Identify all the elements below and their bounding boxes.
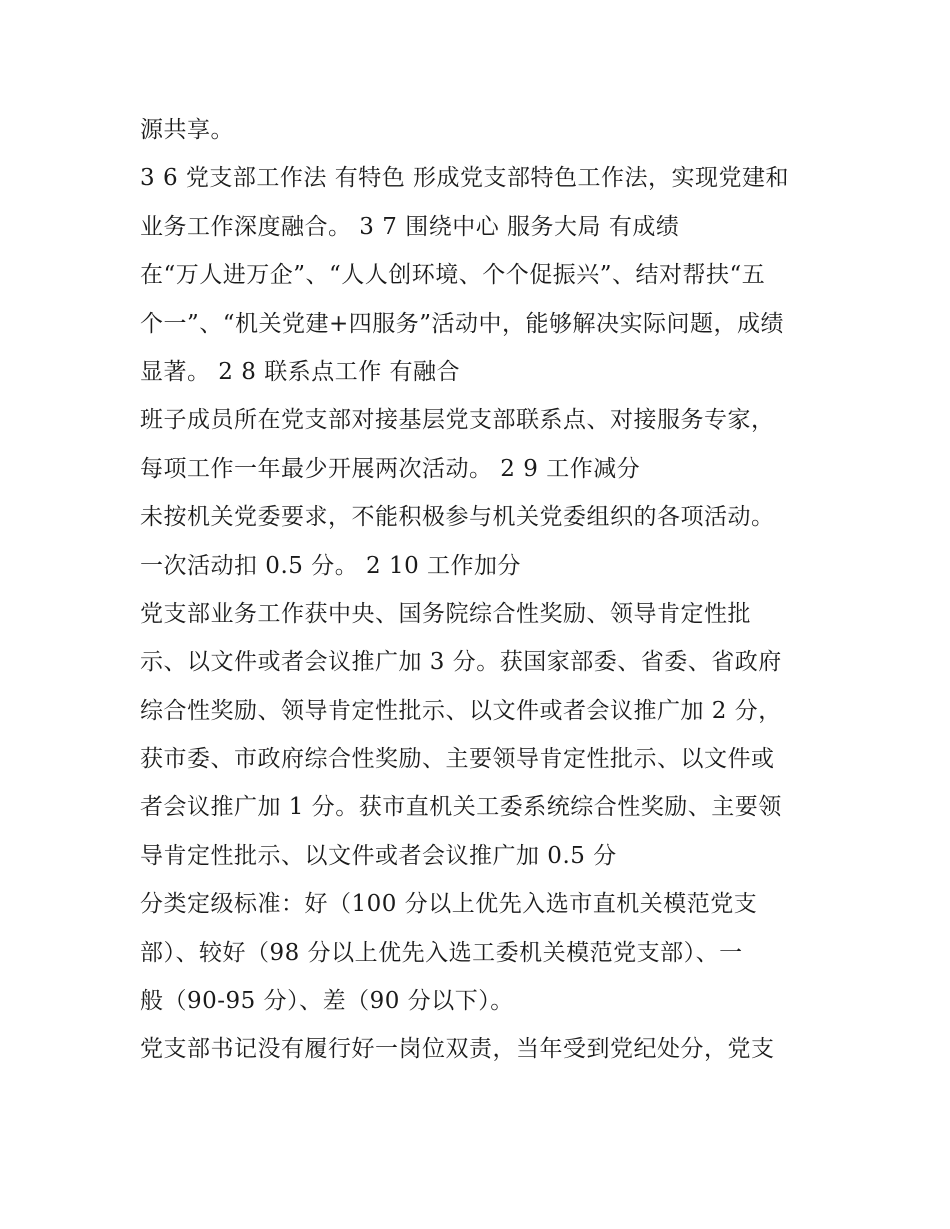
text-line: 党支部书记没有履行好一岗位双责，当年受到党纪处分，党支 <box>140 1036 775 1063</box>
text-line: 导肯定性批示、以文件或者会议推广加 0.5 分 <box>140 842 617 869</box>
text-line: 示、以文件或者会议推广加 3 分。获国家部委、省委、省政府 <box>140 649 782 676</box>
text-line: 显著。 2 8 联系点工作 有融合 <box>140 358 461 385</box>
text-line: 业务工作深度融合。 3 7 围绕中心 服务大局 有成绩 <box>140 213 680 240</box>
text-line: 一次活动扣 0.5 分。 2 10 工作加分 <box>140 552 522 579</box>
text-line: 在“万人进万企”、“人人创环境、个个促振兴”、结对帮扶“五 <box>140 262 766 289</box>
text-line: 每项工作一年最少开展两次活动。 2 9 工作减分 <box>140 455 641 482</box>
text-line: 3 6 党支部工作法 有特色 形成党支部特色工作法，实现党建和 <box>140 165 790 192</box>
text-line: 党支部业务工作获中央、国务院综合性奖励、领导肯定性批 <box>140 600 751 627</box>
document-body <box>140 106 820 1074</box>
text-line: 分类定级标准：好（100 分以上优先入选市直机关模范党支 <box>140 891 758 918</box>
text-line: 获市委、市政府综合性奖励、主要领导肯定性批示、以文件或 <box>140 746 775 773</box>
text-line: 般（90-95 分）、差（90 分以下）。 <box>140 988 514 1015</box>
text-line: 综合性奖励、领导肯定性批示、以文件或者会议推广加 2 分， <box>140 697 782 724</box>
text-line: 部）、较好（98 分以上优先入选工委机关模范党支部）、一 <box>140 939 743 966</box>
text-line: 者会议推广加 1 分。获市直机关工委系统综合性奖励、主要领 <box>140 794 782 821</box>
text-line: 班子成员所在党支部对接基层党支部联系点、对接服务专家， <box>140 407 775 434</box>
text-line: 未按机关党委要求，不能积极参与机关党委组织的各项活动。 <box>140 504 775 531</box>
text-line: 源共享。 <box>140 117 234 143</box>
text-line: 个一”、“机关党建+四服务”活动中，能够解决实际问题，成绩 <box>140 310 785 337</box>
